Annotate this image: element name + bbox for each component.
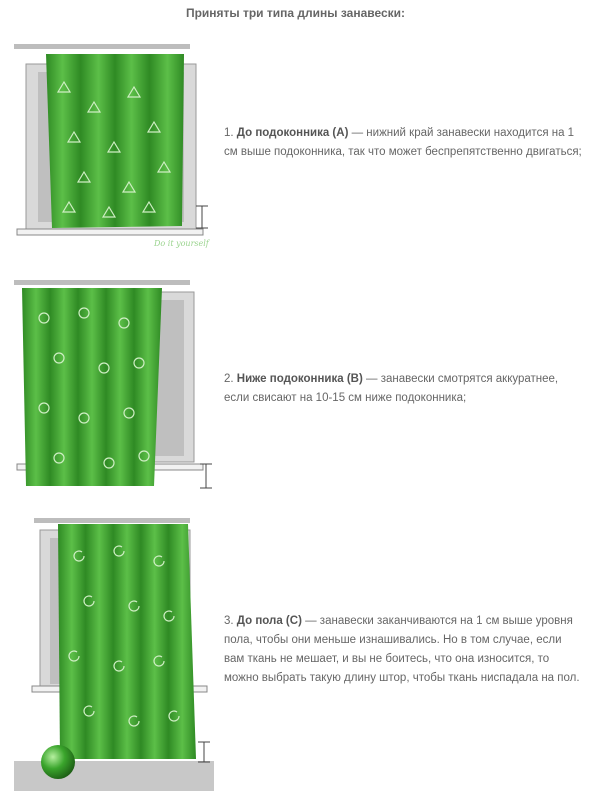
item-number: 2. [224,373,234,385]
item-term: До пола (С) [236,615,302,627]
item-number: 1. [224,127,234,139]
item-number: 3. [224,615,234,627]
illustration-below-windowsill [14,278,214,493]
item-text: — нижний край занавески находится на 1 см выше подоконника, так что может беспрепятственно двигаться; [224,127,582,158]
item-text: — занавески заканчиваются на 1 см выше уровня пола, чтобы они меньше изнашивались. Но в том случае, если вам ткань не мешает, и вы не боитесь, что она износится, то можно выбрать такую длину штор, чтобы ткань ниспадала на пол. [224,615,580,684]
item-to-windowsill [224,124,584,162]
illustration-to-floor [14,516,214,796]
page-title: Приняты три типа длины занавески: [185,6,406,20]
item-to-floor [224,612,584,688]
illustration-to-windowsill [14,42,214,252]
item-term: До подоконника (А) [236,127,349,139]
item-below-windowsill [224,370,584,408]
watermark-slogan: Do it yourself [154,239,209,248]
item-term: Ниже подоконника (В) [236,373,363,385]
item-text: — занавески смотрятся аккуратнее, если свисают на 10-15 см ниже подоконника; [224,373,559,404]
